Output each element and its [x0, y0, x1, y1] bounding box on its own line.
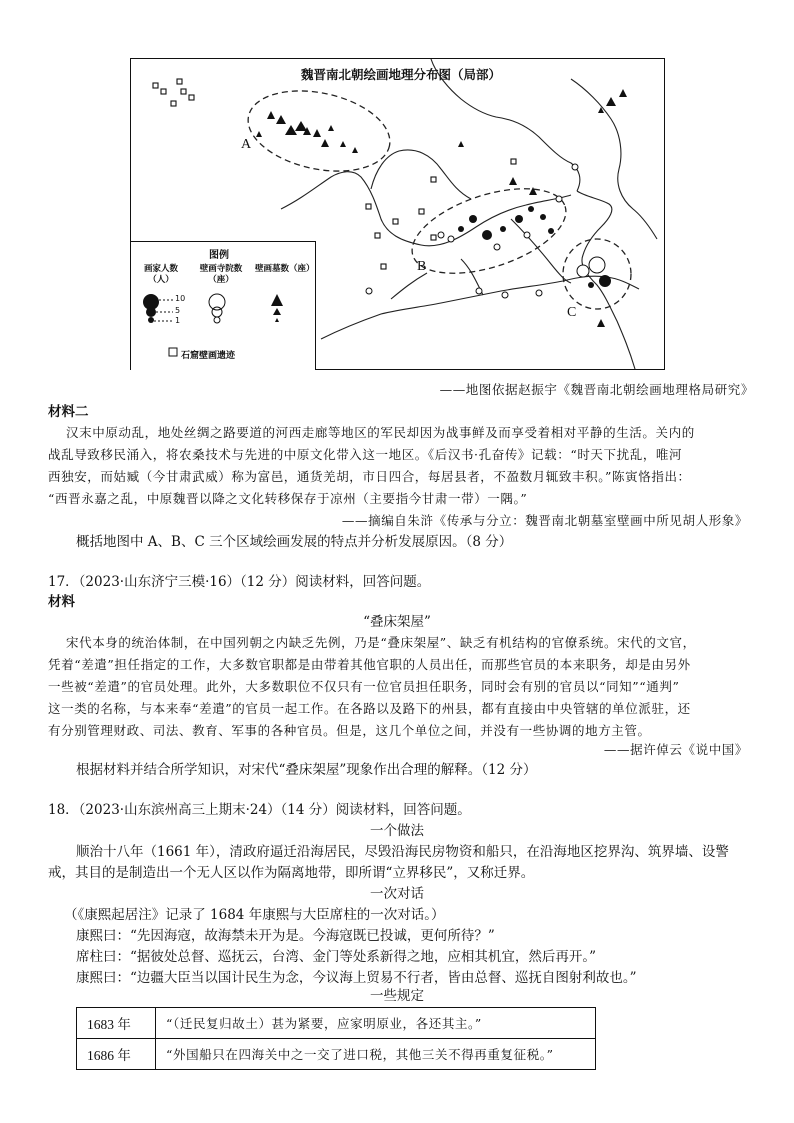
region-label-c: C [567, 305, 577, 320]
q17-line-4: 这一类的名称，与本来奉“差遣”的官员一起工作。在各路以及路下的州县，都有直接由中央管辖的单位派驻，还 [48, 701, 691, 716]
material2-heading: 材料二 [48, 404, 89, 420]
legend-temples-heading: 壁画寺院数（座） [199, 264, 243, 285]
huai-river [511, 219, 571, 283]
map-source: ——地图依据赵振宇《魏晋南北朝绘画地理格局研究》 [439, 382, 754, 397]
q17-title: “叠床架屋” [363, 614, 431, 630]
map-figure [130, 58, 665, 370]
rule-year: 1686 年 [77, 1039, 156, 1070]
map-legend [131, 241, 316, 370]
material2-source: ——摘编自朱浒《传承与分立：魏晋南北朝墓室壁画中所见胡人形象》 [341, 513, 748, 528]
q17-question: 根据材料并结合所学知识，对宋代“叠床架屋”现象作出合理的解释。（12 分） [76, 762, 537, 778]
q17-source: ——据许倬云《说中国》 [603, 742, 748, 757]
region-label-b: B [417, 259, 427, 274]
material2-line-3: 西独安，而姑臧（今甘肃武威）称为富邑，通货羌胡，市日四合，每居县者，不盈数月辄致丰积。”陈寅恪指出： [48, 469, 691, 484]
rule-year: 1683 年 [77, 1008, 156, 1039]
region-label-a: A [241, 137, 252, 152]
legend-scale-10: 10 [175, 294, 186, 303]
q18-header: 18．（2023·山东滨州高三上期末·24）（14 分）阅读材料，回答问题。 [48, 802, 471, 818]
legend-scale-5: 5 [175, 306, 181, 315]
q18-p1-line-1: 顺治十八年（1661 年），清政府逼迁沿海居民，尽毁沿海民房物资和船只，在沿海地区挖界沟、筑界墙、设警 [76, 844, 729, 860]
material2-line-2: 战乱导致移民涌入，将农桑技术与先进的中原文化带入这一地区。《后汉书·孔奋传》记载：“时天下扰乱，唯河 [48, 447, 683, 462]
q17-line-1: 宋代本身的统治体制，在中国列朝之内缺乏先例，乃是“叠床架屋”、缺乏有机结构的官僚系统。宋代的文官， [66, 635, 696, 650]
legend-scale-1: 1 [175, 316, 181, 325]
q17-material-label: 材料 [48, 594, 75, 610]
region-c-ellipse [563, 239, 631, 309]
rule-text: “（迁民复归故土）甚为紧要，应家明原业，各还其主。” [156, 1008, 596, 1039]
legend-stone-grotto: 石窟壁画遗迹 [181, 351, 236, 361]
legend-title: 图例 [209, 250, 229, 261]
map-title: 魏晋南北朝绘画地理分布图（局部） [301, 67, 502, 82]
q18-title-rules: 一些规定 [370, 988, 424, 1004]
q17-header: 17．（2023·山东济宁三模·16）（12 分）阅读材料，回答问题。 [48, 574, 431, 590]
q18-title-dialog: 一次对话 [370, 886, 424, 902]
legend-tombs-heading: 壁画墓数（座） [255, 264, 315, 274]
table-row [77, 1039, 596, 1070]
q18-dialog-line-3: 康熙曰：“边疆大臣当以国计民生为念，今议海上贸易不行者，皆由总督、巡抚自图射利故也。” [76, 970, 637, 986]
wei-river [391, 273, 427, 299]
rule-text: “外国船只在四海关中之一交了进口税，其他三关不得再重复征税。” [156, 1039, 596, 1070]
q18-p1-line-2: 戒，其目的是制造出一个无人区以作为隔离地带，即所谓“立界移民”，又称迁界。 [48, 865, 535, 881]
yellow-river-loop [371, 150, 471, 199]
region-a-ellipse [241, 79, 398, 183]
q18-title-practice: 一个做法 [370, 823, 424, 839]
q17-line-3: 一些被“差遣”的官员处理。此外，大多数职位不仅只有一位官员担任职务，同时会有别的官员以“同知”“通判” [48, 679, 680, 694]
material2-line-1: 汉末中原动乱，地处丝绸之路要道的河西走廊等地区的军民却因为战事鲜及而享受着相对平静的生活。关内的 [66, 425, 695, 440]
legend-painters-heading: 画家人数（人） [143, 264, 178, 285]
q18-dialog-line-2: 席柱曰：“据彼处总督、巡抚云，台湾、金门等处系新得之地，应相其机宜，然后再开。” [76, 949, 597, 965]
material2-question: 概括地图中 A、B、C 三个区域绘画发展的特点并分析发展原因。（8 分） [76, 534, 513, 550]
q18-dialog-line-1: 康熙曰：“先因海寇，故海禁未开为是。今海寇既已投诚，更何所待？” [76, 928, 495, 944]
material2-line-4: “西晋永嘉之乱，中原魏晋以降之文化转移保存于凉州（主要指今甘肃一带）一隅。” [48, 491, 528, 506]
q17-line-2: 凭着“差遣”担任指定的工作，大多数官职都是由带着其他官职的人员出任，而那些官员的本来职务，却是由另外 [48, 657, 691, 672]
q18-dialog-intro: （《康熙起居注》记录了 1684 年康熙与大臣席柱的一次对话。） [64, 907, 445, 923]
q17-line-5: 有分别管理财政、司法、教育、军事的各种官员。但是，这几个单位之间，并没有一些协调的地方主管。 [48, 723, 651, 738]
q18-rules-table [76, 1007, 596, 1070]
table-row [77, 1008, 596, 1039]
